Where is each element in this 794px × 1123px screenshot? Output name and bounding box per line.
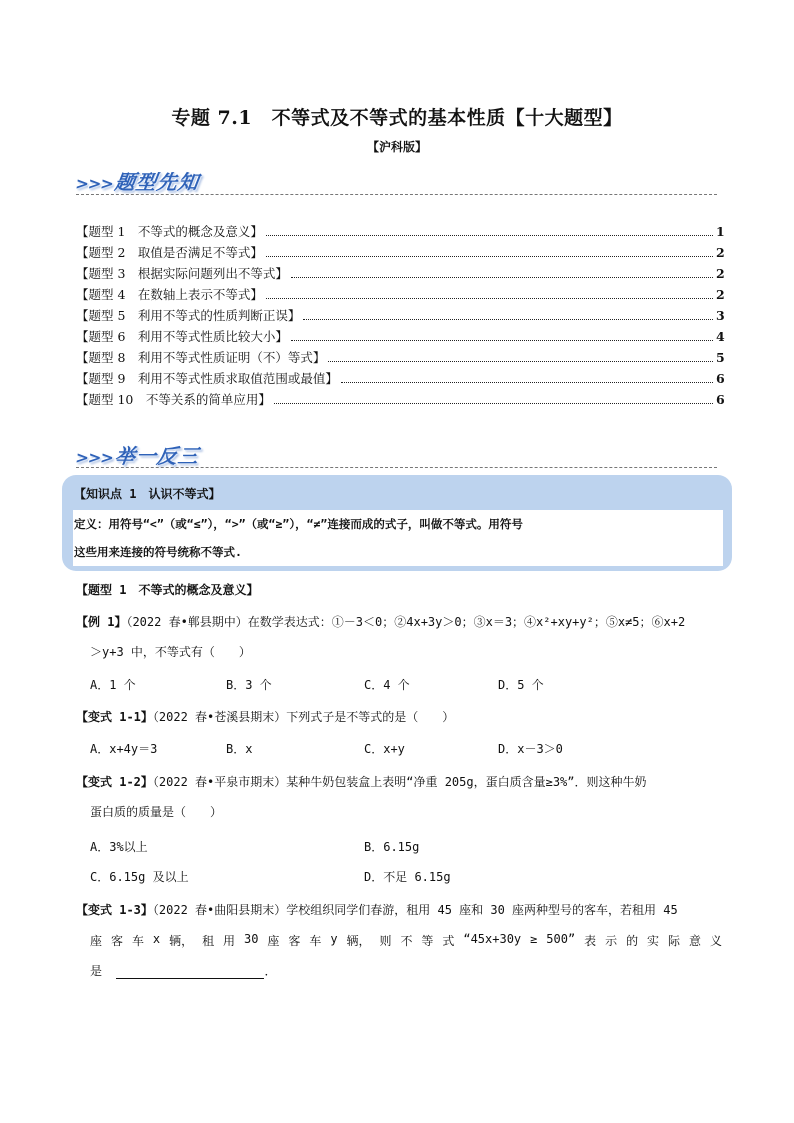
toc-entry-label: 【题型 9 利用不等式性质求取值范围或最值】 <box>76 371 338 386</box>
text-token: 际 <box>668 934 681 948</box>
toc-leader-dots <box>266 227 713 236</box>
text-token: 座 <box>90 934 103 948</box>
toc-page-number: 5 <box>716 350 725 365</box>
toc-entry-label: 【题型 5 利用不等式的性质判断正误】 <box>76 308 301 323</box>
toc-leader-dots <box>266 290 713 299</box>
toc-page-number: 3 <box>716 308 725 323</box>
toc-entry[interactable] <box>76 222 724 243</box>
table-of-contents <box>76 222 724 411</box>
section-heading-examples: >>>举一反三 <box>74 444 201 468</box>
option-b: B．3 个 <box>226 678 272 692</box>
text-token: 辆， <box>346 934 371 948</box>
toc-entry-label: 【题型 2 取值是否满足不等式】 <box>76 245 263 260</box>
answer-blank[interactable] <box>116 966 264 979</box>
knowledge-point-definition: 定义：用符号“<”（或“≤”），“>”（或“≥”），“≠”连接而成的式子，叫做不等式。用符号 这些用来连接的符号统称不等式. <box>73 510 723 566</box>
text-token: 实 <box>647 934 660 948</box>
option-a: A．1 个 <box>90 678 136 692</box>
toc-entry-label: 【题型 8 利用不等式性质证明（不）等式】 <box>76 350 326 365</box>
option-a: A．3%以上 <box>90 840 148 854</box>
option-c: C．4 个 <box>364 678 410 692</box>
toc-entry-label: 【题型 1 不等式的概念及意义】 <box>76 224 263 239</box>
knowledge-point-title: 【知识点 1 认识不等式】 <box>74 487 221 501</box>
text-token: 30 <box>244 932 259 946</box>
page-title: 专题 7.1 不等式及不等式的基本性质【十大题型】 <box>171 107 623 129</box>
toc-leader-dots <box>341 374 713 383</box>
toc-entry[interactable] <box>76 306 724 327</box>
variant-1-2-stem-cont: 蛋白质的质量是（ ） <box>90 805 223 819</box>
text-token: 示 <box>605 934 618 948</box>
option-a: A．x+4y＝3 <box>90 742 158 756</box>
variant-1-3-stem: 【变式 1-3】（2022 春•曲阳县期末）学校组织同学们春游，租用 45 座和 30 座两种型号的客车，若租用 45 <box>76 903 678 917</box>
text-token: 义 <box>709 934 722 948</box>
toc-leader-dots <box>274 395 713 404</box>
toc-entry[interactable] <box>76 243 724 264</box>
toc-entry[interactable] <box>76 390 724 411</box>
option-b: B．6.15g <box>364 840 420 854</box>
toc-page-number: 4 <box>716 329 725 344</box>
option-c: C．6.15g 及以上 <box>90 870 189 884</box>
text-token: 500” <box>546 932 576 946</box>
text-token: 辆， <box>169 934 194 948</box>
section-divider <box>76 194 717 195</box>
variant-1-3-stem-cont <box>90 932 722 949</box>
text-token: 表 <box>584 934 597 948</box>
toc-page-number: 2 <box>716 245 725 260</box>
variant-1-3-answer-line: 是 ． <box>90 964 277 978</box>
toc-leader-dots <box>291 269 713 278</box>
toc-entry[interactable] <box>76 327 724 348</box>
toc-leader-dots <box>303 311 713 320</box>
toc-entry[interactable] <box>76 285 724 306</box>
toc-page-number: 1 <box>716 224 725 239</box>
text-token: 意 <box>688 934 701 948</box>
text-token: 式 <box>442 934 455 948</box>
text-token: 座 <box>267 934 280 948</box>
toc-page-number: 6 <box>716 392 725 407</box>
text-token: 租 <box>202 934 215 948</box>
toc-entry[interactable] <box>76 348 724 369</box>
question-type-heading: 【题型 1 不等式的概念及意义】 <box>76 583 259 597</box>
text-token: 车 <box>309 934 322 948</box>
text-token: 等 <box>421 934 434 948</box>
option-d: D．不足 6.15g <box>364 870 451 884</box>
variant-1-1-stem: 【变式 1-1】（2022 春•苍溪县期末）下列式子是不等式的是（ ） <box>76 710 455 724</box>
option-b: B．x <box>226 742 253 756</box>
toc-entry-label: 【题型 3 根据实际问题列出不等式】 <box>76 266 288 281</box>
text-token: 客 <box>288 934 301 948</box>
section-divider <box>76 467 717 468</box>
text-token: 则 <box>379 934 392 948</box>
toc-page-number: 2 <box>716 287 725 302</box>
text-token: 的 <box>626 934 639 948</box>
toc-entry[interactable] <box>76 264 724 285</box>
edition-label: 【沪科版】 <box>366 140 427 154</box>
toc-leader-dots <box>328 353 713 362</box>
text-token: “45x+30y <box>463 932 522 946</box>
toc-entry-label: 【题型 4 在数轴上表示不等式】 <box>76 287 263 302</box>
text-token: ≥ <box>530 932 538 946</box>
toc-entry-label: 【题型 6 利用不等式性质比较大小】 <box>76 329 288 344</box>
variant-1-2-stem: 【变式 1-2】（2022 春•平泉市期末）某种牛奶包装盒上表明“净重 205g，蛋白质含量≥3%”．则这种牛奶 <box>76 775 647 789</box>
toc-entry-label: 【题型 10 不等关系的简单应用】 <box>76 392 271 407</box>
knowledge-point-box <box>62 475 732 571</box>
option-d: D．x－3＞0 <box>498 742 563 756</box>
example-1-stem: 【例 1】（2022 春•郸县期中）在数学表达式：①－3＜0；②4x+3y＞0；③x＝3；④x²+xy+y²；⑤x≠5；⑥x+2 <box>76 615 686 629</box>
toc-page-number: 2 <box>716 266 725 281</box>
text-token: x <box>152 932 161 946</box>
toc-page-number: 6 <box>716 371 725 386</box>
text-token: 客 <box>110 934 123 948</box>
text-token: 车 <box>131 934 144 948</box>
text-token: 用 <box>223 934 236 948</box>
toc-leader-dots <box>291 332 713 341</box>
option-d: D．5 个 <box>498 678 544 692</box>
toc-leader-dots <box>266 248 713 257</box>
section-heading-preview: >>>题型先知 <box>74 170 201 194</box>
option-c: C．x+y <box>364 742 405 756</box>
toc-entry[interactable] <box>76 369 724 390</box>
text-token: y <box>330 932 338 946</box>
example-1-stem-cont: ＞y+3 中，不等式有（ ） <box>90 645 251 659</box>
text-token: 不 <box>400 934 413 948</box>
